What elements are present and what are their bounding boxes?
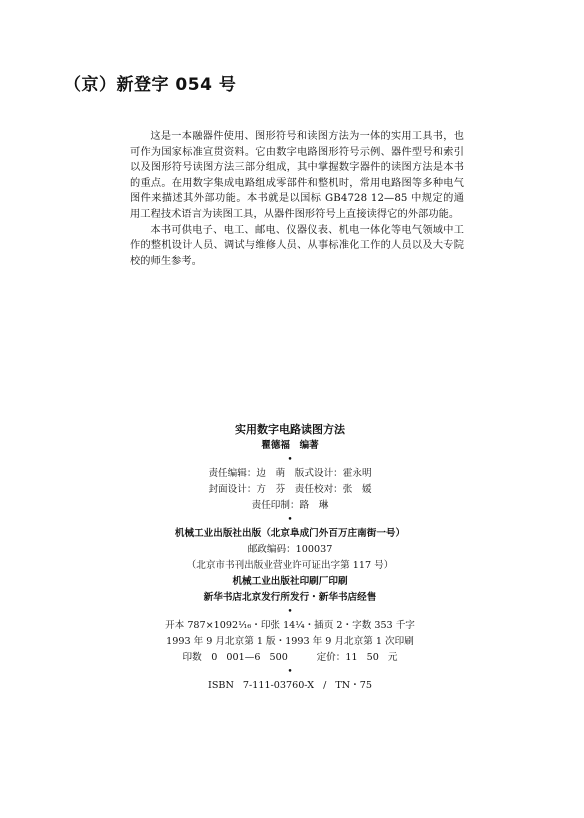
format-info: 开本 787×1092¹⁄₁₆・印张 14¹⁄₄・插页 2・字数 353 千字: [165, 620, 415, 631]
summary-paragraph-1: 这是一本融器件使用、图形符号和读图方法为一体的实用工具书，也可作为国家标准宣贯资料。它由数字电路图形符号示例、器件型号和索引以及图形符号读图方法三部分组成，其中掌握数字器件的读图方法是本书的重点。在用数字集成电路组成零部件和整机时，常用电路图等多种电气图件来描述其外部功能。本书就是以国标 GB4728 12—85 中规定的通用工程技术语言为读图工具，从器件图形符号上直接读得它的外部功能。: [130, 131, 464, 220]
publisher: 机械工业出版社出版（北京阜成门外百万庄南街一号）: [174, 528, 406, 539]
separator-dot: •: [287, 607, 293, 617]
credit-editor: 责任编辑：边 萌 版式设计：霍永明: [208, 468, 372, 479]
print-run-price: 印数 0 001—6 500 定价：11 50 元: [182, 652, 398, 663]
copyright-colophon: [140, 422, 440, 694]
postcode: 邮政编码：100037: [247, 544, 333, 555]
registration-number: （京）新登字 054 号: [64, 75, 237, 95]
isbn: ISBN 7-111-03760-X / TN・75: [208, 680, 372, 691]
summary-paragraph-2: 本书可供电子、电工、邮电、仪器仪表、机电一体化等电气领域中工作的整机设计人员、调试与维修人员、从事标准化工作的人员以及大专院校的师生参考。: [130, 224, 464, 267]
distributor: 新华书店北京发行所发行・新华书店经售: [203, 592, 377, 603]
author: 瞿德福 编著: [261, 440, 319, 451]
book-summary: [130, 129, 464, 269]
credit-cover: 封面设计：方 芬 责任校对：张 媛: [208, 484, 372, 495]
license: （北京市书刊出版业营业许可证出字第 117 号）: [186, 560, 394, 571]
book-title: 实用数字电路读图方法: [235, 423, 345, 436]
edition-info: 1993 年 9 月北京第 1 版・1993 年 9 月北京第 1 次印刷: [166, 636, 414, 647]
separator-dot: •: [287, 667, 293, 677]
printer: 机械工业出版社印刷厂印刷: [232, 576, 348, 587]
separator-dot: •: [287, 515, 293, 525]
credit-printing: 责任印制：路 琳: [251, 500, 329, 511]
separator-dot: •: [287, 455, 293, 465]
